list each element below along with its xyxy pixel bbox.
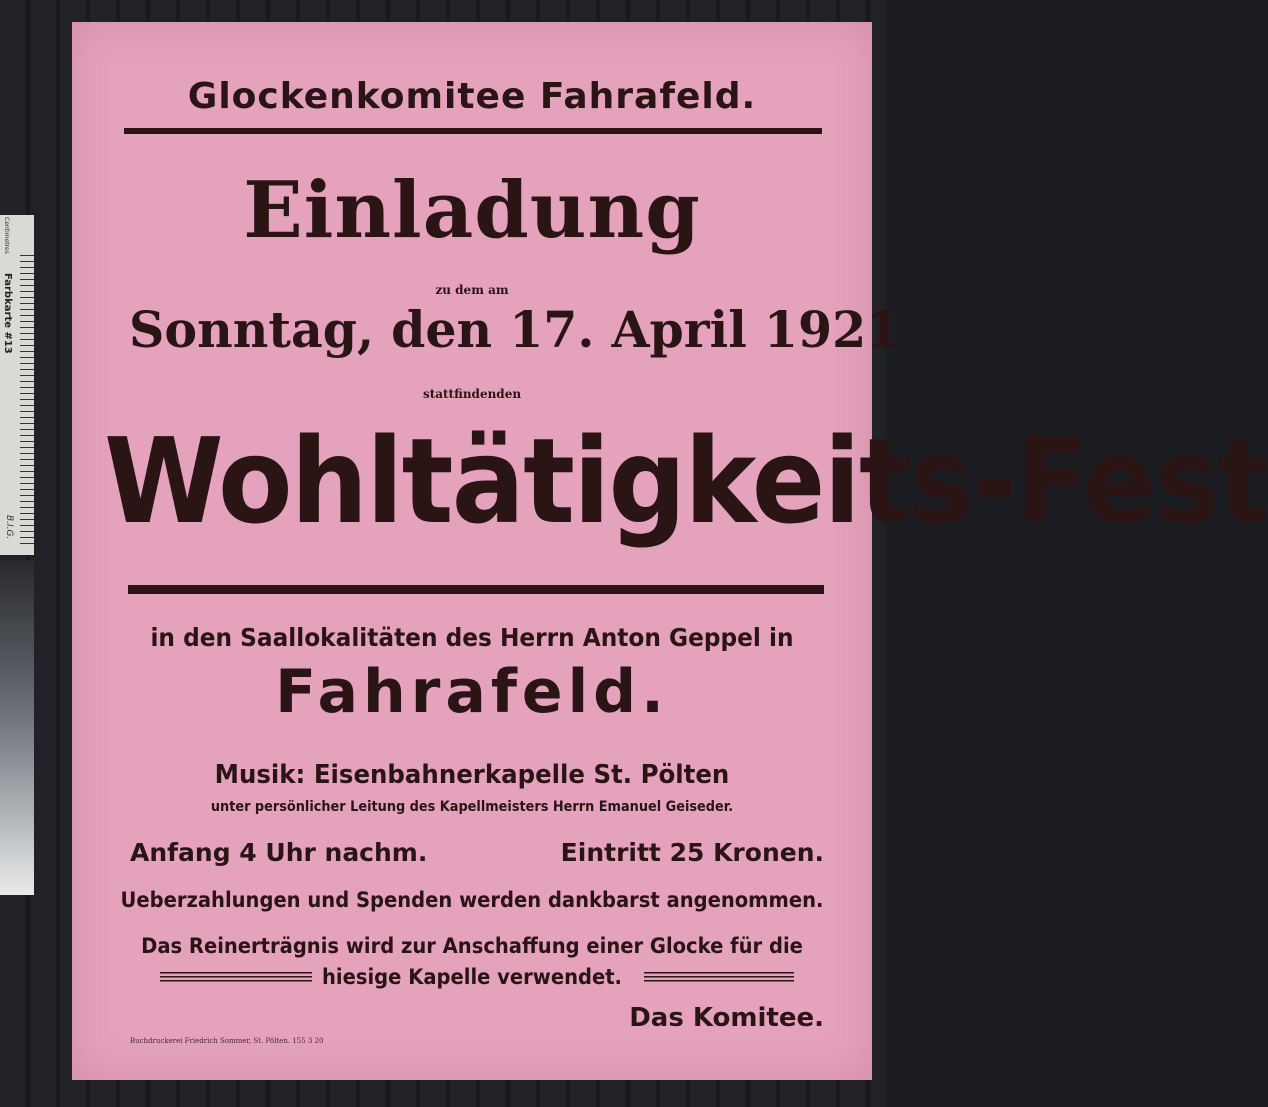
ruler-units-label: Centimetres: [3, 217, 10, 254]
event-rule: [128, 585, 824, 594]
event-date: Sonntag, den 17. April 1921: [129, 300, 901, 359]
proceeds-line-1: Das Reinerträgnis wird zur Anschaffung einer Glocke für die: [141, 934, 803, 958]
conductor-line: unter persönlicher Leitung des Kapellmeisters Herrn Emanuel Geiseder.: [210, 799, 734, 815]
event-name: Wohltätigkeits-Fest: [104, 412, 1268, 550]
printer-imprint: Buchdruckerei Friedrich Sommer, St. Pölten. 155 3 20: [130, 1037, 324, 1045]
poster: [72, 22, 1268, 1080]
ruler: [0, 215, 34, 555]
venue-line: in den Saallokalitäten des Herrn Anton Geppel in: [150, 623, 794, 652]
header-rule: [124, 128, 822, 134]
ruler-ticks: [20, 255, 34, 545]
proceeds-line-2: hiesige Kapelle verwendet.: [322, 965, 622, 989]
color-calibration-strip: [0, 215, 34, 895]
signature: Das Komitee.: [629, 1003, 824, 1033]
admission-fee: Eintritt 25 Kronen.: [560, 838, 824, 867]
start-time: Anfang 4 Uhr nachm.: [130, 838, 428, 867]
color-card-label: Farbkarte #13: [2, 273, 13, 354]
greyscale-patches: [0, 560, 34, 895]
music-line: Musik: Eisenbahnerkapelle St. Pölten: [214, 760, 730, 790]
committee-header: Glockenkomitee Fahrafeld.: [187, 76, 757, 117]
place-name: Fahrafeld.: [275, 657, 669, 727]
connector-text: stattfindenden: [422, 387, 522, 401]
donations-line: Ueberzahlungen und Spenden werden dankbarst angenommen.: [120, 888, 824, 912]
credit-label: B.I.G.: [4, 515, 14, 540]
intro-text: zu dem am: [435, 283, 509, 297]
invitation-title: Einladung: [243, 165, 701, 256]
decorative-lines-right: [644, 972, 794, 984]
